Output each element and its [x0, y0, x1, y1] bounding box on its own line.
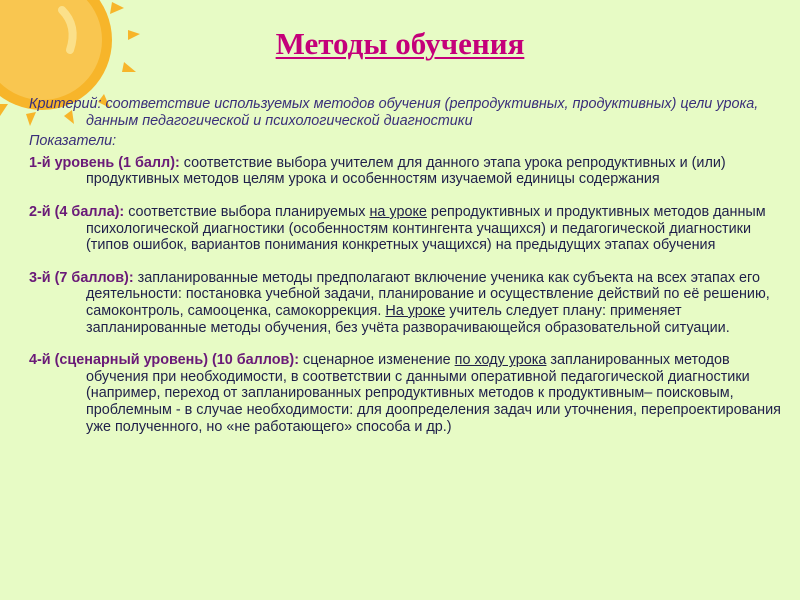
- level-4: [29, 352, 781, 435]
- level-3-text-b: учитель следует плану: применяет запланированные методы обучения, без учёта разворачивающейся образовательной ситуации.: [86, 302, 730, 336]
- page-title-text: Методы обучения: [275, 26, 525, 61]
- criterion-text: Критерий: соответствие используемых методов обучения (репродуктивных, продуктивных) цели урока, данным педагогической и психологической диагностики: [29, 96, 759, 129]
- level-1-heading: 1-й уровень (1 балл):: [29, 154, 180, 171]
- page-title: [0, 26, 800, 62]
- level-2: [29, 204, 781, 254]
- indicators-label: Показатели:: [29, 133, 117, 150]
- level-2-text-b: репродуктивных и продуктивных методов данным психологической диагностики (особенностям контингента учащихся) и педагогической диагностики (типов ошибок, вариантов понимания конкретных учащихся) на предыдущих этапах обучения: [86, 203, 766, 254]
- level-3: [29, 270, 781, 336]
- level-4-text-b: запланированных методов обучения при необходимости, в соответствии с данными оперативной педагогической диагностики (например, переход от запланированных репродуктивных методов к продуктивным– поисковым, проблемным - в случае необходимости: для доопределения задач или уточнения, перепроектирования уже полученного, но «не работающего» способа и др.): [86, 352, 781, 435]
- level-4-heading: 4-й (сценарный уровень) (10 баллов):: [29, 352, 299, 369]
- level-3-text-a: запланированные методы предполагают включение ученика как субъекта на всех этапах его деятельности: постановка учебной задачи, планирование и осуществление действий по её решению, самоконтроль, самооценка, самокоррекция.: [86, 269, 770, 319]
- content-area: [29, 96, 781, 435]
- level-2-heading: 2-й (4 балла):: [29, 203, 125, 220]
- level-3-underlined: На уроке: [385, 302, 446, 319]
- level-4-underlined: по ходу урока: [454, 352, 547, 369]
- level-1: [29, 155, 781, 188]
- level-2-underlined: на уроке: [369, 203, 427, 220]
- level-3-heading: 3-й (7 баллов):: [29, 269, 134, 286]
- level-1-text: соответствие выбора учителем для данного этапа урока репродуктивных и (или) продуктивных методов целям урока и особенностям изучаемой единицы содержания: [86, 154, 726, 188]
- level-2-text-a: соответствие выбора планируемых: [124, 203, 370, 220]
- level-4-text-a: сценарное изменение: [299, 352, 455, 369]
